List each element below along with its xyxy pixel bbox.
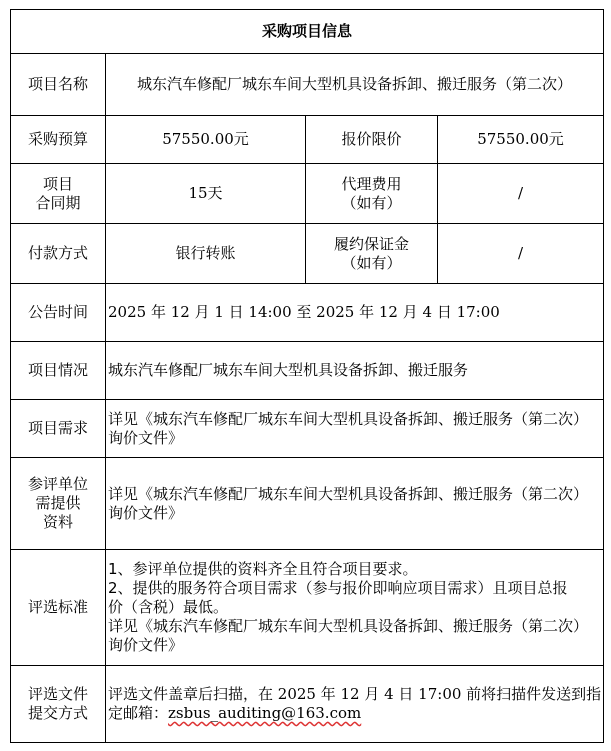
- contract-period-label-line2: 合同期: [35, 193, 81, 212]
- submission-value: [106, 666, 604, 743]
- project-info-value: 城东汽车修配厂城东车间大型机具设备拆卸、搬迁服务: [106, 342, 604, 400]
- required-docs-value: [106, 458, 604, 550]
- criteria-label: 评选标准: [11, 550, 106, 666]
- payment-label: 付款方式: [11, 224, 106, 284]
- criteria-value: [106, 550, 604, 666]
- required-docs-label-line1: 参评单位: [27, 475, 88, 493]
- performance-bond-label-line1: 履约保证金: [333, 234, 409, 253]
- price-limit-label: 报价限价: [306, 116, 438, 164]
- submission-line2-prefix: 定邮箱：: [108, 704, 169, 722]
- required-docs-label-line3: 资料: [42, 513, 73, 531]
- project-name-label: 项目名称: [11, 54, 106, 116]
- required-docs-line1: 详见《城东汽车修配厂城东车间大型机具设备拆卸、搬迁服务（第二次）: [108, 484, 589, 503]
- submission-line1: 评选文件盖章后扫描，在 2025 年 12 月 4 日 17:00 前将扫描件发送到指: [108, 685, 602, 703]
- project-needs-value: [106, 400, 604, 458]
- performance-bond-label-line2: （如有）: [341, 253, 402, 272]
- criteria-line4: 详见《城东汽车修配厂城东车间大型机具设备拆卸、搬迁服务（第二次）: [108, 617, 589, 635]
- contract-period-value: 15天: [106, 164, 306, 224]
- contract-period-label-line1: 项目: [42, 174, 73, 193]
- announcement-time-label: 公告时间: [11, 284, 106, 342]
- contract-period-label: [11, 164, 106, 224]
- project-needs-line1: 详见《城东汽车修配厂城东车间大型机具设备拆卸、搬迁服务（第二次）: [108, 409, 589, 428]
- agency-fee-label-line1: 代理费用: [341, 174, 402, 193]
- price-limit-value: 57550.00元: [438, 116, 604, 164]
- announcement-time-value: 2025 年 12 月 1 日 14:00 至 2025 年 12 月 4 日 17:00: [106, 284, 604, 342]
- payment-value: 银行转账: [106, 224, 306, 284]
- project-needs-line2: 询价文件》: [108, 428, 184, 447]
- required-docs-label-line2: 需提供: [35, 494, 81, 512]
- submission-label-line2: 提交方式: [27, 704, 88, 722]
- budget-label: 采购预算: [11, 116, 106, 164]
- required-docs-line2: 询价文件》: [108, 503, 184, 522]
- project-info-label: 项目情况: [11, 342, 106, 400]
- performance-bond-value: /: [438, 224, 604, 284]
- submission-label: [11, 666, 106, 743]
- table-title: 采购项目信息: [11, 10, 604, 54]
- agency-fee-value: /: [438, 164, 604, 224]
- budget-value: 57550.00元: [106, 116, 306, 164]
- criteria-line5: 询价文件》: [108, 636, 184, 654]
- criteria-line1: 1、参评单位提供的资料齐全且符合项目要求。: [108, 560, 418, 578]
- submission-label-line1: 评选文件: [27, 685, 88, 703]
- required-docs-label: [11, 458, 106, 550]
- criteria-line2: 2、提供的服务符合项目需求（参与报价即响应项目需求）且项目总报: [108, 579, 568, 597]
- performance-bond-label: [306, 224, 438, 284]
- procurement-info-table: [10, 9, 604, 743]
- agency-fee-label-line2: （如有）: [341, 193, 402, 212]
- agency-fee-label: [306, 164, 438, 224]
- project-name-value: 城东汽车修配厂城东车间大型机具设备拆卸、搬迁服务（第二次）: [106, 54, 604, 116]
- project-needs-label: 项目需求: [11, 400, 106, 458]
- criteria-line3: 价（含税）最低。: [108, 598, 229, 616]
- submission-email[interactable]: zsbus_auditing@163.com: [168, 704, 362, 722]
